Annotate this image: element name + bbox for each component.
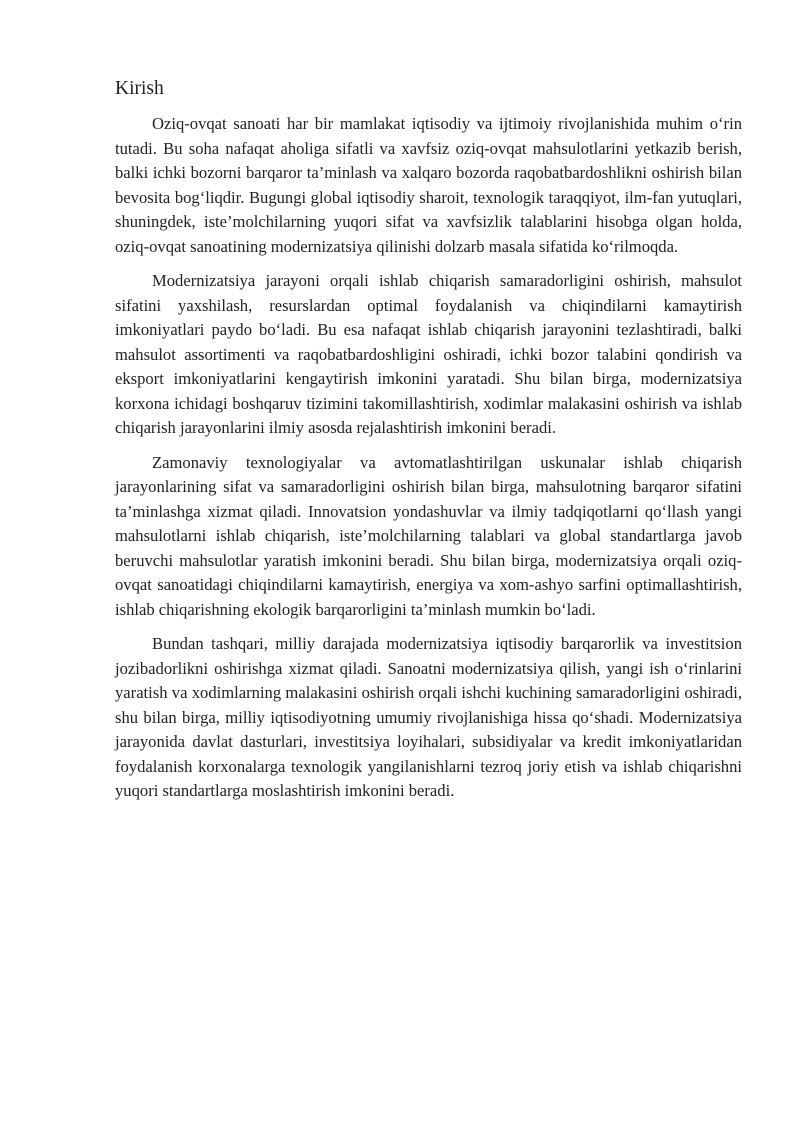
- paragraph-2: Modernizatsiya jarayoni orqali ishlab chiqarish samaradorligini oshirish, mahsulot sifatini yaxshilash, resurslardan optimal foydalanish va chiqindilarni kamaytirish imkoniyatlari paydo bo‘ladi. Bu esa nafaqat ishlab chiqarish jarayonini tezlashtiradi, balki mahsulot assortimenti va raqobatbardoshligini oshiradi, ichki bozor talabini qondirish va eksport imkoniyatlarini kengaytirish imkonini yaratadi. Shu bilan birga, modernizatsiya korxona ichidagi boshqaruv tizimini takomillashtirish, xodimlar malakasini oshirish va ishlab chiqarish jarayonlarini ilmiy asosda rejalashtirish imkonini beradi.: [115, 271, 742, 437]
- section-heading: Kirish: [115, 78, 164, 99]
- paragraph-4: Bundan tashqari, milliy darajada modernizatsiya iqtisodiy barqarorlik va investitsion jozibadorlikni oshirishga xizmat qiladi. Sanoatni modernizatsiya qilish, yangi ish o‘rinlarini yaratish va xodimlarning malakasini oshirish orqali ishchi kuchining samaradorligini oshiradi, shu bilan birga, milliy iqtisodiyotning umumiy rivojlanishiga hissa qo‘shadi. Modernizatsiya jarayonida davlat dasturlari, investitsiya loyihalari, subsidiyalar va kredit imkoniyatlaridan foydalanish korxonalarga texnologik yangilanishlarni tezroq joriy etish va ishlab chiqarishni yuqori standartlarga moslashtirish imkonini beradi.: [115, 634, 742, 800]
- document-body: [115, 77, 742, 814]
- paragraph-3: Zamonaviy texnologiyalar va avtomatlashtirilgan uskunalar ishlab chiqarish jarayonlarining sifat va samaradorligini oshirish bilan birga, mahsulotning barqaror sifatini ta’minlashga xizmat qiladi. Innovatsion yondashuvlar va ilmiy tadqiqotlarni qo‘llash yangi mahsulotlarni ishlab chiqarish, iste’molchilarning talablari va global standartlarga javob beruvchi mahsulotlar yaratish imkonini beradi. Shu bilan birga, modernizatsiya orqali oziq-ovqat sanoatidagi chiqindilarni kamaytirish, energiya va xom-ashyo sarfini optimallashtirish, ishlab chiqarishning ekologik barqarorligini ta’minlash mumkin bo‘ladi.: [115, 452, 742, 619]
- paragraph-1: Oziq-ovqat sanoati har bir mamlakat iqtisodiy va ijtimoiy rivojlanishida muhim o‘rin tutadi. Bu soha nafaqat aholiga sifatli va xavfsiz oziq-ovqat mahsulotlarini yetkazib berish, balki ichki bozorni barqaror ta’minlash va xalqaro bozorda raqobatbardoshlikni oshirish bilan bevosita bog‘liqdir. Bugungi global iqtisodiy sharoit, texnologik taraqqiyot, ilm-fan yutuqlari, shuningdek, iste’molchilarning yuqori sifat va xavfsizlik talablarini hisobga olgan holda, oziq-ovqat sanoatining modernizatsiya qilinishi dolzarb masala sifatida ko‘rilmoqda.: [115, 114, 742, 256]
